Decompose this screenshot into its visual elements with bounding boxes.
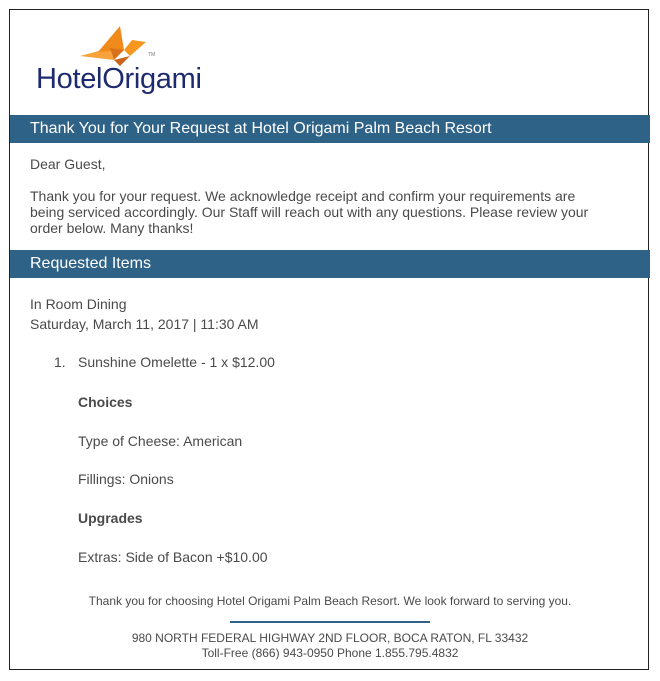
hotel-origami-logo xyxy=(36,26,202,106)
confirmation-message: Thank you for your request. We acknowledge receipt and confirm your requirements are being serviced accordingly. Our Staff will reach out with any questions. Please review your order below. Many thanks! xyxy=(30,188,589,236)
logo-wordmark xyxy=(36,63,202,96)
footer-divider xyxy=(230,621,430,623)
requested-items-header-bar: Requested Items xyxy=(10,250,650,278)
footer-thanks: Thank you for choosing Hotel Origami Palm Beach Resort. We look forward to serving you. xyxy=(88,594,572,608)
upgrades-heading: Upgrades xyxy=(78,510,143,526)
item-line: Sunshine Omelette - 1 x $12.00 xyxy=(78,354,275,370)
footer-address: 980 NORTH FEDERAL HIGHWAY 2ND FLOOR, BOCA RATON, FL 33432 xyxy=(131,631,529,645)
choice-fillings: Fillings: Onions xyxy=(78,471,174,487)
order-category: In Room Dining xyxy=(30,296,127,312)
upgrade-extras: Extras: Side of Bacon +$10.00 xyxy=(78,549,268,565)
choices-heading: Choices xyxy=(78,394,133,410)
order-datetime: Saturday, March 11, 2017 | 11:30 AM xyxy=(30,316,259,332)
greeting: Dear Guest, xyxy=(30,156,106,172)
thank-you-header-bar: Thank You for Your Request at Hotel Origami Palm Beach Resort xyxy=(10,115,650,143)
footer-phones: Toll-Free (866) 943-0950 Phone 1.855.795.4832 xyxy=(201,646,459,660)
email-frame xyxy=(9,9,649,670)
logo-word-hotel: Hotel xyxy=(36,63,103,95)
choice-cheese: Type of Cheese: American xyxy=(78,433,243,449)
trademark-mark: TM xyxy=(148,52,156,58)
logo-word-origami: Origami xyxy=(102,63,202,95)
item-number: 1. xyxy=(54,354,66,370)
